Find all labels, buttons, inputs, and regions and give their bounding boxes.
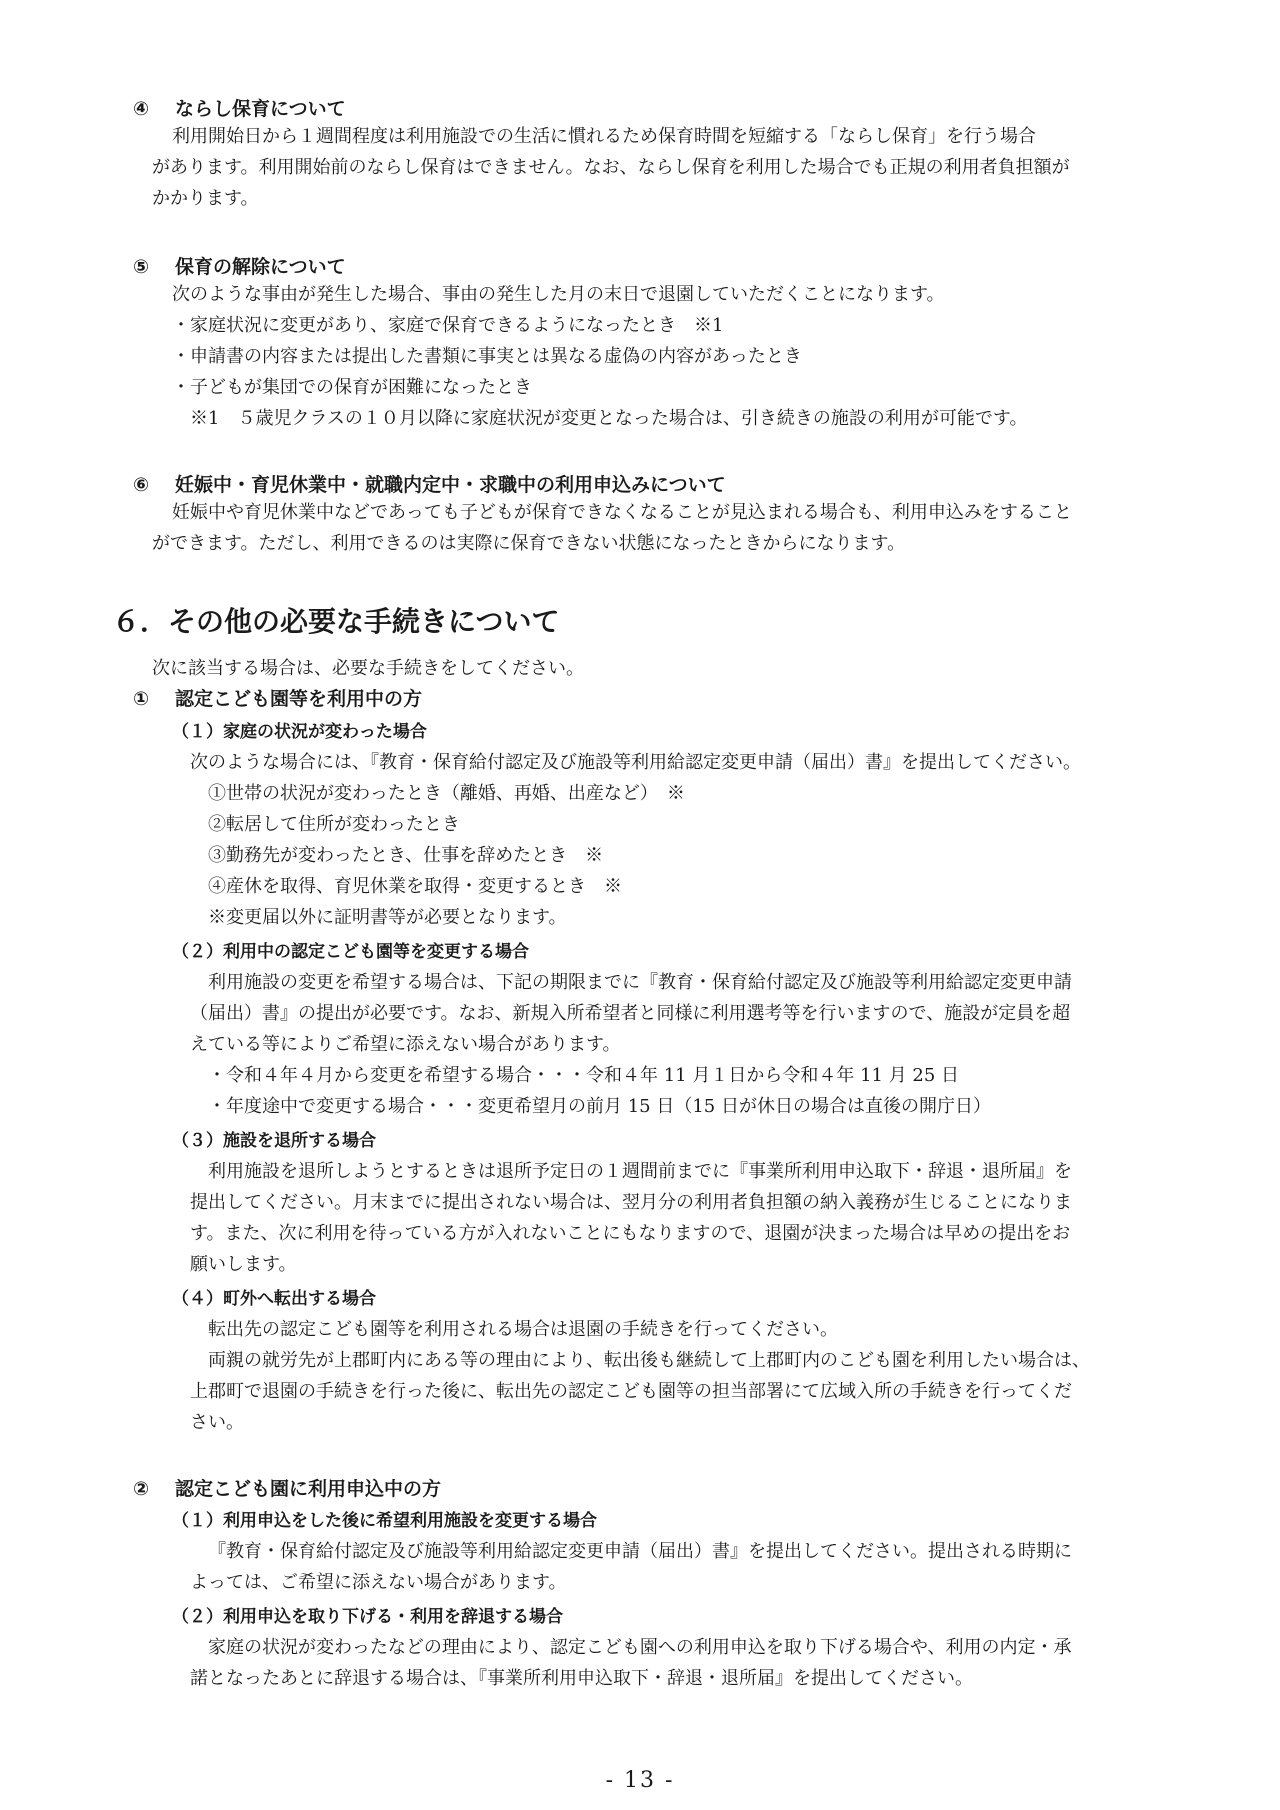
part-2-heading — [133, 1476, 441, 1502]
paragraph-line: 願いします。 — [190, 1254, 297, 1275]
chapter-intro: 次に該当する場合は、必要な手続きをしてください。 — [152, 658, 584, 679]
paragraph-line: よっては、ご希望に添えない場合があります。 — [190, 1572, 567, 1593]
paragraph-line: があります。利用開始前のならし保育はできません。なお、ならし保育を利用した場合でも正規の利用者負担額が — [152, 157, 1070, 178]
part-1-heading — [133, 686, 422, 712]
paragraph-line: 次のような場合には、『教育・保育給付認定及び施設等利用給認定変更申請（届出）書』を提出してください。 — [190, 752, 1081, 773]
paragraph-line: 両親の就労先が上郡町内にある等の理由により、転出後も継続して上郡町内のこども園を利用したい場合は、 — [208, 1350, 1090, 1371]
subsection-heading: （２）利用中の認定こども園等を変更する場合 — [172, 942, 529, 962]
paragraph-line: す。また、次に利用を待っている方が入れないことにもなりますので、退園が決まった場合は早めの提出をお — [190, 1223, 1071, 1244]
subsection-heading: （４）町外へ転出する場合 — [172, 1289, 376, 1309]
paragraph-line: 利用施設を退所しようとするときは退所予定日の１週間前までに『事業所利用申込取下・辞退・退所届』を — [208, 1161, 1072, 1182]
list-item: ④産休を取得、育児休業を取得・変更するとき ※ — [208, 876, 622, 897]
paragraph-line: 利用開始日から１週間程度は利用施設での生活に慣れるため保育時間を短縮する「ならし保育」を行う場合 — [172, 126, 1036, 147]
footnote: ※1 ５歳児クラスの１０月以降に家庭状況が変更となった場合は、引き続きの施設の利用が可能です。 — [190, 408, 1028, 429]
paragraph-line: 提出してください。月末までに提出されない場合は、翌月分の利用者負担額の納入義務が生じることになりま — [190, 1192, 1072, 1213]
bullet-item: ・令和４年４月から変更を希望する場合・・・令和４年 11 月１日から令和４年 11 月 25 日 — [208, 1065, 960, 1086]
paragraph-line: 諾となったあとに辞退する場合は、『事業所利用申込取下・辞退・退所届』を提出してください。 — [190, 1668, 973, 1689]
part-2-title: 認定こども園に利用申込中の方 — [175, 1478, 442, 1500]
subsection-heading: （１）利用申込をした後に希望利用施設を変更する場合 — [172, 1511, 597, 1531]
list-item: ①世帯の状況が変わったとき（離婚、再婚、出産など） ※ — [208, 783, 685, 804]
list-item: ②転居して住所が変わったとき — [208, 814, 460, 835]
section-5-heading — [133, 254, 346, 280]
part-1-title: 認定こども園等を利用中の方 — [175, 688, 423, 710]
footnote: ※変更届以外に証明書等が必要となります。 — [208, 907, 567, 928]
section-6-title: 妊娠中・育児休業中・就職内定中・求職中の利用申込みについて — [175, 474, 726, 496]
section-6-number: ⑥ — [133, 474, 150, 496]
paragraph-line: 『教育・保育給付認定及び施設等利用給認定変更申請（届出）書』を提出してください。提出される時期に — [208, 1541, 1072, 1562]
part-1-number: ① — [133, 688, 150, 710]
paragraph-line: （届出）書』の提出が必要です。なお、新規入所希望者と同様に利用選考等を行いますので、施設が定員を超 — [190, 1003, 1071, 1024]
section-4-heading — [133, 96, 346, 122]
paragraph-line: ができます。ただし、利用できるのは実際に保育できない状態になったときからになります。 — [152, 533, 906, 554]
paragraph-line: 次のような事由が発生した場合、事由の発生した月の末日で退園していただくことになります。 — [172, 284, 945, 305]
section-4-title: ならし保育について — [175, 98, 346, 120]
bullet-item: ・年度途中で変更する場合・・・変更希望月の前月 15 日（15 日が休日の場合は直後の開庁日） — [208, 1096, 991, 1117]
section-4-number: ④ — [133, 98, 150, 120]
page-number: - 13 - — [605, 1768, 675, 1793]
bullet-item: ・家庭状況に変更があり、家庭で保育できるようになったとき ※1 — [172, 315, 724, 336]
paragraph-line: 上郡町で退園の手続きを行った後に、転出先の認定こども園等の担当部署にて広域入所の手続きを行ってくだ — [190, 1381, 1072, 1402]
list-item: ③勤務先が変わったとき、仕事を辞めたとき ※ — [208, 845, 604, 866]
section-5-title: 保育の解除について — [175, 256, 346, 278]
paragraph-line: 妊娠中や育児休業中などであっても子どもが保育できなくなることが見込まれる場合も、利用申込みをすること — [172, 502, 1072, 523]
paragraph-line: 転出先の認定こども園等を利用される場合は退園の手続きを行ってください。 — [208, 1319, 838, 1340]
section-6-heading — [133, 472, 726, 498]
paragraph-line: さい。 — [190, 1412, 244, 1433]
paragraph-line: かかります。 — [152, 188, 259, 209]
paragraph-line: 利用施設の変更を希望する場合は、下記の期限までに『教育・保育給付認定及び施設等利用給認定変更申請 — [208, 972, 1072, 993]
paragraph-line: 家庭の状況が変わったなどの理由により、認定こども園への利用申込を取り下げる場合や、利用の内定・承 — [208, 1637, 1072, 1658]
subsection-heading: （２）利用申込を取り下げる・利用を辞退する場合 — [172, 1607, 563, 1627]
part-2-number: ② — [133, 1478, 150, 1500]
chapter-title: ６．その他の必要な手続きについて — [112, 605, 560, 638]
bullet-item: ・子どもが集団での保育が困難になったとき — [172, 377, 532, 398]
section-5-number: ⑤ — [133, 256, 150, 278]
bullet-item: ・申請書の内容または提出した書類に事実とは異なる虚偽の内容があったとき — [172, 346, 802, 367]
subsection-heading: （３）施設を退所する場合 — [172, 1131, 376, 1151]
subsection-heading: （１）家庭の状況が変わった場合 — [172, 722, 427, 742]
paragraph-line: えている等によりご希望に添えない場合があります。 — [190, 1034, 621, 1055]
